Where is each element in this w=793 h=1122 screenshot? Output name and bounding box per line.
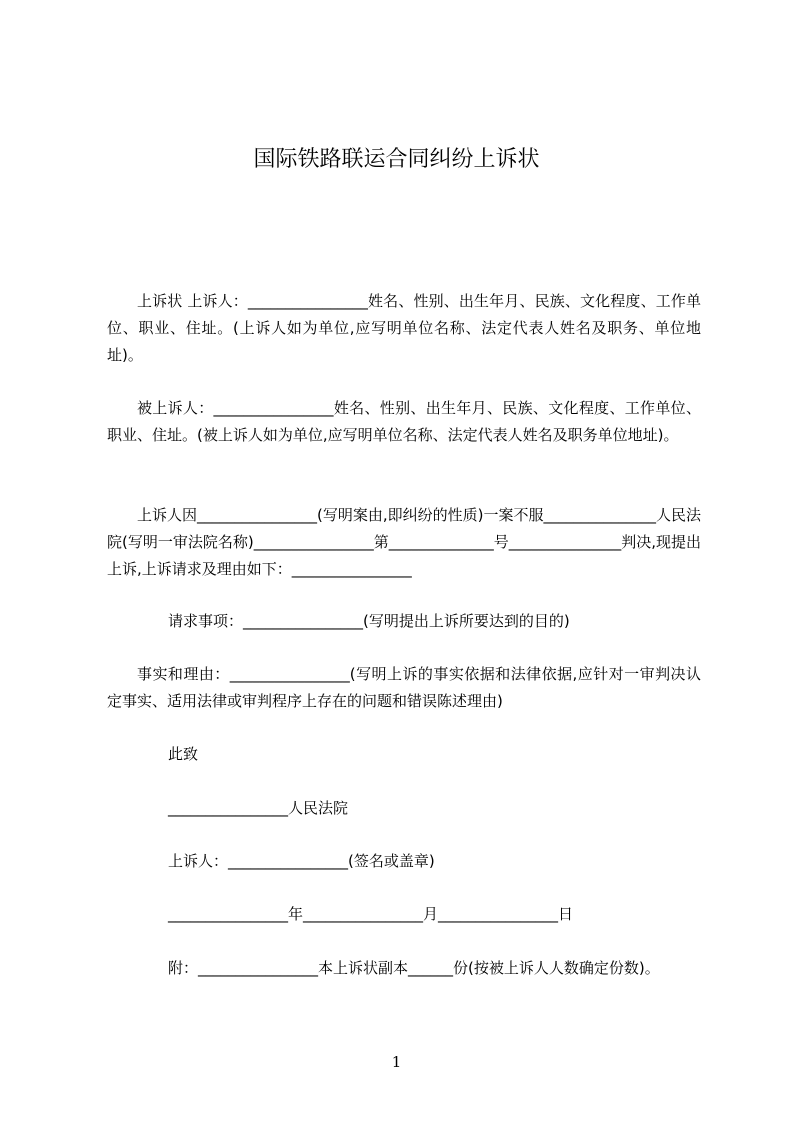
date-line: ________________年________________月________________日 [168,905,574,923]
court-line: ________________人民法院 [168,799,349,817]
document-title: 国际铁路联运合同纠纷上诉状 [253,147,540,172]
page-number: 1 [391,1053,402,1071]
cause-paragraph: 上诉人因________________(写明案由,即纠纷的性质)一案不服_______________人民法院(写明一审法院名称)________________第______________号_______________判决,现提出上诉,上诉请求及理由如下：________________ [107,506,701,578]
attachment-line: 附：________________本上诉状副本______份(按被上诉人人数确定份数)。 [168,959,660,977]
signature-line: 上诉人：________________(签名或盖章) [168,852,435,870]
appellant-paragraph: 上诉状 上诉人：________________姓名、性别、出生年月、民族、文化程度、工作单位、职业、住址。(上诉人如为单位,应写明单位名称、法定代表人姓名及职务、单位地址)。 [107,292,701,364]
appellee-paragraph: 被上诉人：________________姓名、性别、出生年月、民族、文化程度、工作单位、职业、住址。(被上诉人如为单位,应写明单位名称、法定代表人姓名及职务单位地址)。 [107,399,701,444]
facts-paragraph: 事实和理由：________________(写明上诉的事实依据和法律依据,应针对一审判决认定事实、适用法律或审判程序上存在的问题和错误陈述理由) [107,665,701,710]
request-line: 请求事项：________________(写明提出上诉所要达到的目的) [168,612,570,630]
greeting-line: 此致 [168,745,199,763]
